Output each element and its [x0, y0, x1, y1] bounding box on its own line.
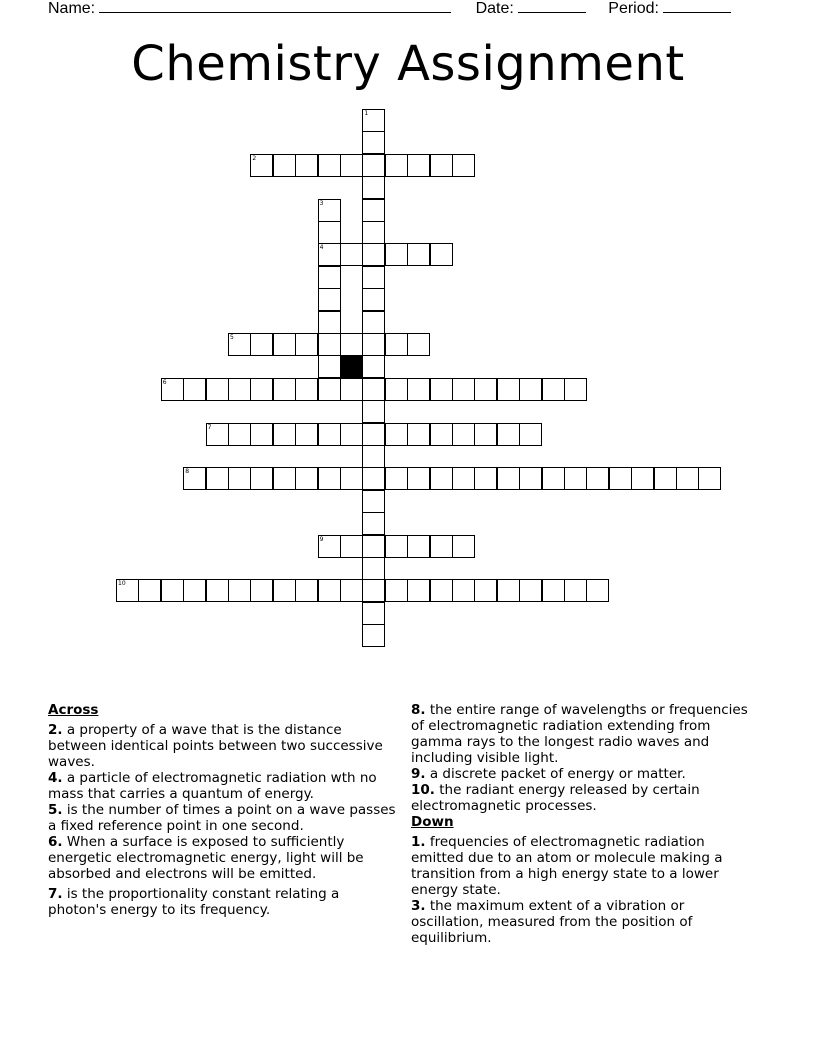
clue-number: 6. — [48, 834, 63, 850]
crossword-cell[interactable] — [250, 154, 273, 177]
crossword-cell[interactable] — [474, 467, 497, 490]
crossword-cell[interactable] — [362, 355, 385, 378]
crossword-cell[interactable] — [318, 333, 341, 356]
crossword-cell[interactable] — [430, 423, 453, 446]
crossword-cell[interactable] — [340, 378, 363, 401]
crossword-cell[interactable] — [273, 423, 296, 446]
crossword-cell[interactable] — [318, 355, 341, 378]
crossword-cell[interactable] — [407, 579, 430, 602]
cell-number: 6 — [162, 378, 167, 386]
crossword-cell[interactable] — [250, 467, 273, 490]
crossword-cell[interactable] — [676, 467, 699, 490]
crossword-cell[interactable] — [318, 378, 341, 401]
crossword-cell[interactable] — [362, 602, 385, 625]
crossword-cell[interactable] — [362, 333, 385, 356]
crossword-cell[interactable] — [318, 266, 341, 289]
crossword-cell[interactable] — [564, 467, 587, 490]
clue-across-6 — [48, 834, 398, 882]
crossword-cell[interactable] — [362, 445, 385, 468]
crossword-cell[interactable] — [430, 243, 453, 266]
crossword-cell[interactable] — [362, 490, 385, 513]
crossword-cell[interactable] — [340, 333, 363, 356]
clue-text: When a surface is exposed to sufficiently energetic electromagnetic energy, light will be absorbed and electrons will be emitted. — [48, 834, 364, 882]
crossword-cell[interactable] — [340, 579, 363, 602]
cell-number: 10 — [118, 580, 126, 588]
crossword-cell[interactable] — [362, 467, 385, 490]
down-heading: Down — [411, 814, 454, 830]
crossword-cell[interactable] — [183, 579, 206, 602]
crossword-cell[interactable] — [340, 423, 363, 446]
crossword-cell[interactable] — [519, 378, 542, 401]
crossword-cell[interactable] — [385, 535, 408, 558]
crossword-cell[interactable] — [452, 579, 475, 602]
clue-text: a property of a wave that is the distance between identical points between two successive waves. — [48, 722, 383, 770]
crossword-cell[interactable] — [362, 579, 385, 602]
crossword-cell[interactable] — [407, 423, 430, 446]
crossword-cell[interactable] — [609, 467, 632, 490]
crossword-cell[interactable] — [228, 333, 251, 356]
crossword-cell[interactable] — [497, 423, 520, 446]
crossword-cell[interactable] — [228, 378, 251, 401]
clue-down-3 — [411, 898, 761, 946]
crossword-cell[interactable] — [250, 333, 273, 356]
crossword-cell[interactable] — [362, 266, 385, 289]
clue-text: frequencies of electromagnetic radiation emitted due to an atom or molecule making a transition from a high energy state to a lower energy state. — [411, 834, 723, 898]
clue-across-7 — [48, 886, 398, 918]
crossword-cell[interactable] — [407, 378, 430, 401]
clue-text: is the proportionality constant relating a photon's energy to its frequency. — [48, 886, 340, 918]
crossword-cell[interactable] — [340, 535, 363, 558]
crossword-cell[interactable] — [698, 467, 721, 490]
crossword-cell[interactable] — [340, 467, 363, 490]
crossword-cell[interactable] — [295, 579, 318, 602]
cell-number: 1 — [364, 110, 369, 117]
crossword-cell[interactable] — [295, 378, 318, 401]
crossword-cell[interactable] — [586, 467, 609, 490]
crossword-cell[interactable] — [407, 467, 430, 490]
clues-left-column — [48, 702, 398, 918]
cell-number: 3 — [319, 199, 324, 207]
clue-number: 5. — [48, 802, 63, 818]
crossword-cell[interactable] — [273, 378, 296, 401]
crossword-cell[interactable] — [206, 378, 229, 401]
clue-number: 3. — [411, 898, 426, 914]
crossword-cell[interactable] — [273, 333, 296, 356]
crossword-cell[interactable] — [452, 423, 475, 446]
crossword-cell[interactable] — [385, 154, 408, 177]
crossword-cell[interactable] — [430, 535, 453, 558]
crossword-cell[interactable] — [161, 378, 184, 401]
date-label: Date: — [475, 0, 514, 17]
crossword-cell[interactable] — [497, 579, 520, 602]
crossword-cell[interactable] — [407, 333, 430, 356]
crossword-cell[interactable] — [273, 579, 296, 602]
crossword-cell[interactable] — [362, 154, 385, 177]
crossword-cell[interactable] — [519, 579, 542, 602]
crossword-cell[interactable] — [295, 333, 318, 356]
crossword-cell[interactable] — [430, 154, 453, 177]
crossword-cell[interactable] — [295, 423, 318, 446]
clue-number: 7. — [48, 886, 63, 902]
crossword-cell[interactable] — [362, 557, 385, 580]
crossword-cell[interactable] — [362, 624, 385, 647]
crossword-cell[interactable] — [385, 579, 408, 602]
crossword-cell[interactable] — [340, 243, 363, 266]
crossword-cell[interactable] — [631, 467, 654, 490]
crossword-cell[interactable] — [228, 579, 251, 602]
crossword-cell[interactable] — [385, 423, 408, 446]
crossword-cell[interactable] — [497, 378, 520, 401]
crossword-cell[interactable] — [318, 423, 341, 446]
crossword-cell[interactable] — [318, 221, 341, 244]
crossword-cell[interactable] — [362, 243, 385, 266]
crossword-cell[interactable] — [452, 535, 475, 558]
clue-number: 8. — [411, 702, 426, 718]
crossword-cell[interactable] — [497, 467, 520, 490]
page-title: Chemistry Assignment — [131, 36, 685, 92]
crossword-cell[interactable] — [228, 467, 251, 490]
crossword-cell[interactable] — [385, 243, 408, 266]
clue-text: is the number of times a point on a wave passes a fixed reference point in one second. — [48, 802, 396, 834]
crossword-cell[interactable] — [183, 467, 206, 490]
crossword-cell[interactable] — [318, 288, 341, 311]
clue-down-1 — [411, 834, 761, 898]
clue-number: 1. — [411, 834, 426, 850]
crossword-cell[interactable] — [362, 423, 385, 446]
crossword-cell[interactable] — [586, 579, 609, 602]
crossword-cell[interactable] — [362, 176, 385, 199]
crossword-cell[interactable] — [362, 512, 385, 535]
crossword-cell[interactable] — [273, 154, 296, 177]
clue-across-2 — [48, 722, 398, 770]
crossword-cell[interactable] — [407, 243, 430, 266]
clue-text: a discrete packet of energy or matter. — [429, 766, 686, 782]
crossword-cell[interactable] — [362, 109, 385, 132]
crossword-cell[interactable] — [452, 467, 475, 490]
crossword-cell[interactable] — [474, 378, 497, 401]
crossword-cell[interactable] — [318, 311, 341, 334]
crossword-cell[interactable] — [318, 467, 341, 490]
clue-across-5 — [48, 802, 398, 834]
crossword-cell[interactable] — [474, 579, 497, 602]
clue-number: 2. — [48, 722, 63, 738]
crossword-block — [340, 355, 363, 378]
cell-number: 9 — [319, 535, 324, 543]
cell-number: 5 — [230, 334, 234, 341]
clue-text: the maximum extent of a vibration or oscillation, measured from the position of equilibrium. — [411, 898, 693, 946]
clue-text: a particle of electromagnetic radiation wth no mass that carries a quantum of energy. — [48, 770, 377, 802]
crossword-cell[interactable] — [318, 199, 341, 222]
crossword-cell[interactable] — [452, 154, 475, 177]
crossword-cell[interactable] — [295, 154, 318, 177]
across-heading: Across — [48, 702, 99, 718]
crossword-cell[interactable] — [474, 423, 497, 446]
crossword-cell[interactable] — [407, 154, 430, 177]
clue-number: 10. — [411, 782, 435, 798]
clue-across-8 — [411, 702, 761, 766]
crossword-cell[interactable] — [407, 535, 430, 558]
crossword-cell[interactable] — [206, 467, 229, 490]
clue-across-4 — [48, 770, 398, 802]
crossword-cell[interactable] — [340, 154, 363, 177]
crossword-cell[interactable] — [138, 579, 161, 602]
crossword-cell[interactable] — [362, 221, 385, 244]
crossword-cell[interactable] — [250, 579, 273, 602]
crossword-cell[interactable] — [362, 288, 385, 311]
crossword-cell[interactable] — [385, 378, 408, 401]
crossword-cell[interactable] — [564, 579, 587, 602]
crossword-cell[interactable] — [385, 333, 408, 356]
crossword-cell[interactable] — [452, 378, 475, 401]
crossword-cell[interactable] — [385, 467, 408, 490]
crossword-cell[interactable] — [519, 423, 542, 446]
crossword-cell[interactable] — [318, 579, 341, 602]
crossword-cell[interactable] — [318, 535, 341, 558]
crossword-cell[interactable] — [542, 378, 565, 401]
crossword-cell[interactable] — [250, 378, 273, 401]
clue-across-10 — [411, 782, 761, 814]
cell-number: 7 — [207, 423, 212, 431]
crossword-cell[interactable] — [542, 579, 565, 602]
crossword-cell[interactable] — [362, 535, 385, 558]
crossword-cell[interactable] — [430, 378, 453, 401]
cell-number: 8 — [185, 468, 190, 476]
clue-text: the radiant energy released by certain electromagnetic processes. — [411, 782, 700, 814]
crossword-cell[interactable] — [542, 467, 565, 490]
crossword-cell[interactable] — [362, 400, 385, 423]
crossword-cell[interactable] — [318, 243, 341, 266]
clue-text: the entire range of wavelengths or frequencies of electromagnetic radiation extending from gamma rays to the longest radio waves and including visible light. — [411, 702, 748, 766]
crossword-cell[interactable] — [206, 579, 229, 602]
crossword-cell[interactable] — [228, 423, 251, 446]
crossword-cell[interactable] — [273, 467, 296, 490]
crossword-cell[interactable] — [519, 467, 542, 490]
clue-number: 4. — [48, 770, 63, 786]
crossword-cell[interactable] — [362, 311, 385, 334]
crossword-cell[interactable] — [430, 579, 453, 602]
clues-right-column — [411, 702, 761, 946]
crossword-cell[interactable] — [318, 154, 341, 177]
crossword-cell[interactable] — [362, 378, 385, 401]
crossword-cell[interactable] — [116, 579, 139, 602]
crossword-cell[interactable] — [250, 423, 273, 446]
clue-number: 9. — [411, 766, 426, 782]
crossword-cell[interactable] — [161, 579, 184, 602]
name-label: Name: — [48, 0, 96, 17]
cell-number: 2 — [252, 154, 257, 162]
clue-across-9 — [411, 766, 761, 782]
crossword-cell[interactable] — [362, 131, 385, 154]
cell-number: 4 — [319, 244, 324, 252]
crossword-cell[interactable] — [362, 199, 385, 222]
crossword-cell[interactable] — [183, 378, 206, 401]
crossword-cell[interactable] — [564, 378, 587, 401]
crossword-cell[interactable] — [654, 467, 677, 490]
crossword-cell[interactable] — [295, 467, 318, 490]
period-label: Period: — [608, 0, 659, 17]
crossword-cell[interactable] — [206, 423, 229, 446]
crossword-cell[interactable] — [430, 467, 453, 490]
